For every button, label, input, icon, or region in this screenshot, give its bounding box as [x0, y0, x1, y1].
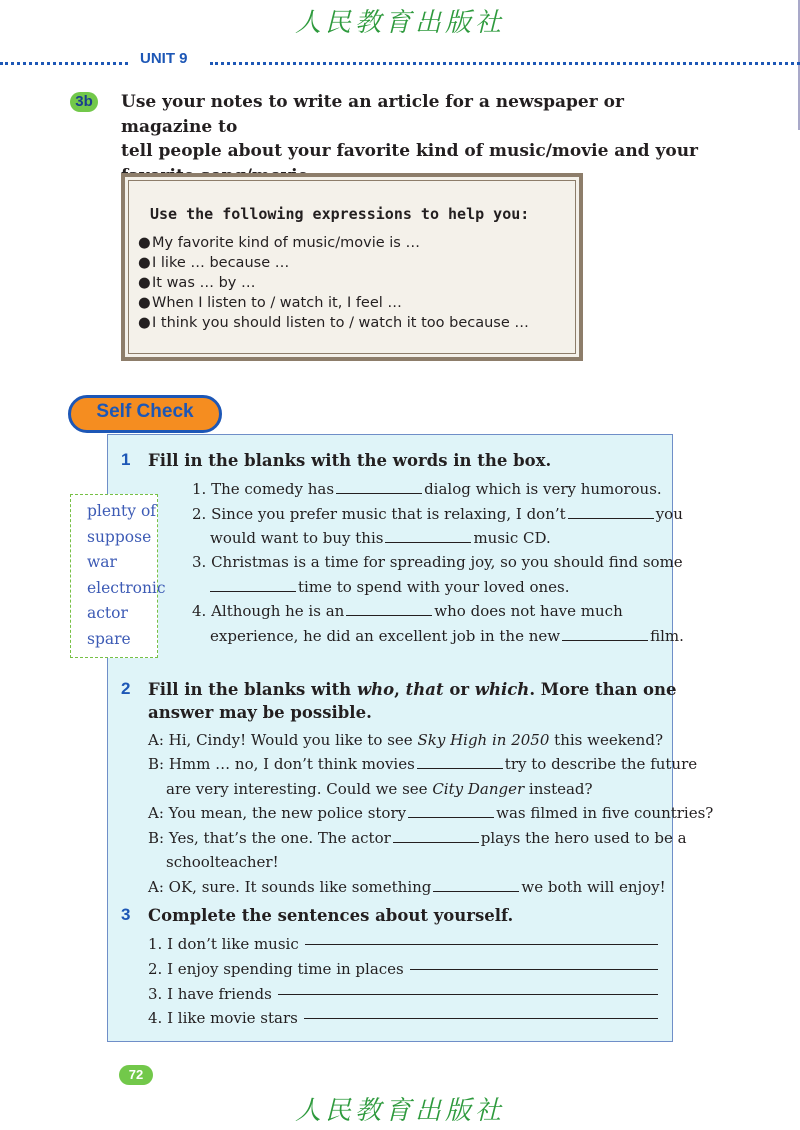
list-item: ●When I listen to / watch it, I feel …: [138, 295, 402, 311]
dialog-line: A: OK, sure. It sounds like something we both will enjoy!: [148, 878, 666, 896]
list-item: ●It was … by …: [138, 275, 256, 291]
word-box-list: [87, 499, 166, 653]
answer-blank[interactable]: [210, 579, 296, 592]
answer-blank[interactable]: [417, 756, 503, 769]
page-number: 72: [119, 1065, 153, 1085]
sentence-line: 2. I enjoy spending time in places: [148, 957, 658, 982]
exercise-line: time to spend with your loved ones.: [210, 575, 570, 600]
answer-blank[interactable]: [305, 932, 658, 945]
question-2-heading: Fill in the blanks with who, that or which. More than one: [148, 680, 677, 699]
list-item: ●I think you should listen to / watch it too because …: [138, 315, 529, 331]
answer-blank[interactable]: [385, 530, 471, 543]
word-box-item: war: [87, 553, 117, 572]
answer-blank[interactable]: [562, 628, 648, 641]
answer-blank[interactable]: [393, 830, 479, 843]
publisher-logo-bottom: 人民教育出版社: [294, 1096, 505, 1126]
instruction-line: Use your notes to write an article for a newspaper or magazine to: [121, 92, 624, 137]
instruction-line: tell people about your favorite kind of music/movie and your: [121, 141, 699, 161]
question-3-heading: Complete the sentences about yourself.: [148, 906, 514, 925]
dialog-line: schoolteacher!: [166, 853, 279, 871]
expressions-box: [121, 173, 583, 361]
question-number-3: 3: [121, 905, 131, 924]
unit-label: UNIT 9: [140, 50, 188, 67]
bullet-icon: ●: [138, 275, 151, 291]
word-box-item: suppose: [87, 527, 152, 546]
sentence-line: 4. I like movie stars: [148, 1006, 658, 1031]
exercise-line: would want to buy this music CD.: [210, 529, 551, 547]
answer-blank[interactable]: [304, 1006, 658, 1019]
exercise-line: 3. Christmas is a time for spreading joy, so you should find some: [192, 553, 683, 571]
answer-blank[interactable]: [278, 982, 658, 995]
question-number-2: 2: [121, 679, 131, 698]
bullet-icon: ●: [138, 255, 151, 271]
sentence-line: 3. I have friends: [148, 982, 658, 1007]
bullet-icon: ●: [138, 295, 151, 311]
dialog-line: B: Hmm … no, I don’t think movies try to describe the future: [148, 755, 698, 773]
expressions-list: [138, 233, 529, 333]
answer-blank[interactable]: [336, 481, 422, 494]
dialog-line: A: Hi, Cindy! Would you like to see Sky High in 2050 this weekend?: [148, 731, 663, 749]
self-check-title: Self Check: [96, 401, 194, 422]
dialog-line: are very interesting. Could we see City Danger instead?: [166, 780, 593, 798]
dialog-line: A: You mean, the new police story was filmed in five countries?: [148, 804, 714, 822]
expressions-box-title: Use the following expressions to help you:: [150, 205, 530, 223]
exercise-line: 1. The comedy has dialog which is very humorous.: [192, 480, 662, 498]
answer-blank[interactable]: [408, 805, 494, 818]
word-box-item: electronic: [87, 578, 166, 597]
question-1-heading: Fill in the blanks with the words in the box.: [148, 451, 552, 470]
word-box-item: plenty of: [87, 502, 157, 520]
list-item: ●I like … because …: [138, 255, 290, 271]
question-number-1: 1: [121, 450, 131, 469]
exercise-line: 4. Although he is an who does not have much: [192, 602, 623, 620]
bullet-icon: ●: [138, 315, 151, 331]
answer-blank[interactable]: [433, 879, 519, 892]
exercise-line: 2. Since you prefer music that is relaxing, I don’t you: [192, 505, 683, 523]
publisher-logo-top: 人民教育出版社: [294, 8, 505, 38]
word-box-item: spare: [87, 629, 131, 648]
bullet-icon: ●: [138, 235, 151, 251]
header-dotted-rule-left: [0, 62, 128, 65]
answer-blank[interactable]: [410, 957, 658, 970]
dialog-line: B: Yes, that’s the one. The actor plays the hero used to be a: [148, 829, 687, 847]
word-box-item: actor: [87, 604, 128, 623]
sentence-line: 1. I don’t like music: [148, 932, 658, 957]
exercise-line: experience, he did an excellent job in the new film.: [210, 627, 684, 645]
answer-blank[interactable]: [346, 603, 432, 616]
header-dotted-rule-right: [210, 62, 800, 65]
section-badge-3b: 3b: [70, 92, 98, 112]
answer-blank[interactable]: [568, 506, 654, 519]
list-item: ●My favorite kind of music/movie is …: [138, 235, 420, 251]
question-2-heading-cont: answer may be possible.: [148, 703, 372, 722]
